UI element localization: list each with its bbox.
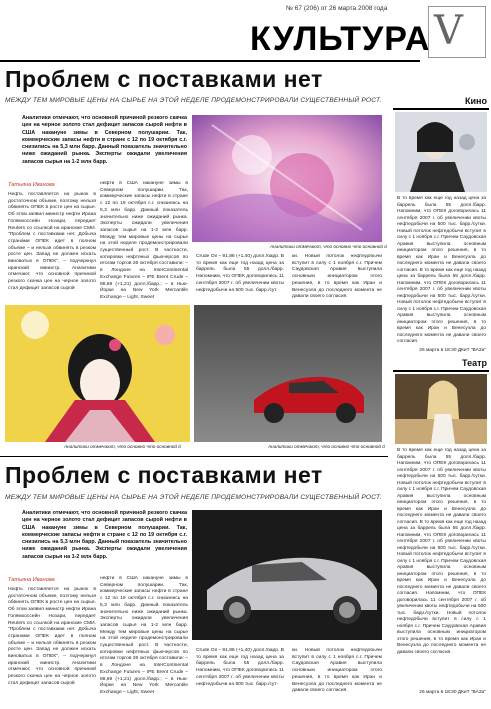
abstract-caption: Аналитики отмечают, что основно что основной й xyxy=(270,244,387,249)
article1-title: Проблем с поставками нет xyxy=(5,66,323,92)
article2-column-4: ки. Новый потолок нефтедобычи вступит в силу с 1 ноября с.г. Причем Саудовская Аравия выступила основным инициатором этого решения, в то время как Иран и Венесуэла до последнего момента не давали своего согласия. xyxy=(292,648,382,694)
geisha-caption: Аналитики отмечают, что основно что основной й xyxy=(64,444,181,449)
kino-image xyxy=(395,112,487,192)
teatr-label: Театр xyxy=(462,358,487,368)
section-title: КУЛЬТУРА xyxy=(250,20,431,58)
teatr-rule xyxy=(393,370,489,372)
section-logo-letter: V xyxy=(434,8,463,54)
article1-column-1: Нефть поставляется на рынок в достаточном объеме, поэтому нельзя обвинять ОПЕК в росте цен на сырье. Об этом заявил министр нефти Ирана Голямхоссейн Нозари, передает Reuters со ссылкой на иранские СМИ. "Проблем с поставками нет. Добыча странами ОПЕК идет в полном объеме – и нельзя обвинять в резком росте цен. Запад не должен искать виноватых в ОПЕК", – подчеркнул иранский министр. Аналитики отмечают, что основной причиной резкого скачка цен на черное золото стал дефицит запасов сырой xyxy=(8,192,96,291)
article1-column-3: Crude Oil – 91,86 (+1,40) долл./барр. В то время как еще год назад цена за баррель была 55 долл./барр. Напомним, что ОПЕК договорились 11 сентября 2007 г. об увеличении квоты нефтедобычи на 500 тыс. барр./сут. xyxy=(196,254,284,293)
article1-column-4: ки. Новый потолок нефтедобычи вступит в силу с 1 ноября с.г. Причем Саудовская Аравия выступила основным инициатором этого решения, в то время как Иран и Венесуэла до последнего момента не давали своего согласия. xyxy=(292,254,382,300)
article2-column-1: Нефть поставляется на рынок в достаточном объеме, поэтому нельзя обвинять ОПЕК в росте цен на сырье. Об этом заявил министр нефти Ирана Голямхоссейн Нозари, передает Reuters со ссылкой на иранские СМИ. "Проблем с поставками нет. Добыча странами ОПЕК идет в полном объеме – и нельзя обвинять в резком росте цен. Запад не должен искать виноватых в ОПЕК", – подчеркнул иранский министр. Аналитики отмечают, что основной причиной резкого скачка цен на черное золото стал дефицит запасов сырой xyxy=(8,587,96,686)
geisha-image xyxy=(5,305,190,442)
red-car-caption: Аналитики отмечают, что основно что основной й xyxy=(268,444,385,449)
abstract-image xyxy=(192,115,382,242)
silver-car-photo xyxy=(192,510,382,640)
article1-subtitle: МЕЖДУ ТЕМ МИРОВЫЕ ЦЕНЫ НА СЫРЬЕ НА ЭТОЙ НЕДЕЛЕ ПРОДЕМОНСТРИРОВАЛИ СУЩЕСТВЕННЫЙ РОСТ. xyxy=(5,97,382,104)
teatr-photo xyxy=(395,374,487,444)
teatr-image xyxy=(395,374,487,444)
article2-author: Татьяна Иванова xyxy=(8,577,55,583)
article2-title: Проблем с поставками нет xyxy=(5,462,323,488)
silver-car-image xyxy=(192,510,382,640)
article2-subtitle: МЕЖДУ ТЕМ МИРОВЫЕ ЦЕНЫ НА СЫРЬЕ НА ЭТОЙ НЕДЕЛЕ ПРОДЕМОНСТРИРОВАЛИ СУЩЕСТВЕННЫЙ РОСТ. xyxy=(5,494,382,501)
article1-lead: Аналитики отмечают, что основной причиной резкого скачка цен на черное золото стал дефицит запасов сырой нефти в США накануне зимы в Северном полушарии. Так, коммерческие запасы нефти в стране с 12 по 19 октября с.г. снизились на 5,3 млн барр. Данный показатель значительно ниже ожиданий рынка. Эксперты ожидали увеличения запасов сырья на 1-2 млн барр. xyxy=(22,115,187,165)
red-car-photo xyxy=(194,305,382,442)
kino-rule xyxy=(393,108,489,110)
geisha-photo xyxy=(5,305,190,442)
header-rule xyxy=(0,60,420,62)
teatr-text: В то время как еще год назад цена за баррель была 55 долл./барр. Напомним, что ОПЕК договорилась 11 сентября 2007 г. об увеличении квоты нефтедобычи на 500 тыс. барр./сутки. Новый потолок нефтедобычи вступит в силу с 1 ноября с.г. Причем Саудовская Аравия выступила основным инициатором этого решения, в то время как Иран и Венесуэла до последнего момента не давали своего согласия. В то время как еще год назад цена за баррель была 55 долл./барр. Напомним, что ОПЕК договорилась 11 сентября 2007 г. об увеличении квоты нефтедобычи на 500 тыс. барр./сутки. Новый потолок нефтедобычи вступит в силу с 1 ноября с.г. Причем Саудовская Аравия выступила основным инициатором этого решения, в то время как Иран и Венесуэла до последнего момента не давали своего согласия. Напомним, что ОПЕК договорилась 11 сентября 2007 г. об увеличении квоты нефтедобычи на 500 тыс. барр./сутки. Новый потолок нефтедобычи вступит в силу с 1 ноября с.г. Причем Саудовская Аравия выступила основным инициатором этого решения, в то время как Иран и Венесуэла до последнего момента не давали своего согласия. xyxy=(397,448,486,655)
section-header xyxy=(250,18,431,60)
article-divider xyxy=(0,456,388,457)
article1-author: Татьяна Иванова xyxy=(8,182,55,188)
article1-column-2: нефти в США накануне зимы в Северном полушарии. Так, коммерческие запасы нефти в стране с 12 по 19 октября с.г. снизились на 5,3 млн барр. Данный показатель значительно ниже ожиданий рынка. Эксперты ожидали увеличения запасов сырья на 1-2 млн барр. Между тем мировые цены на сырье на этой неделе продемонстрировали существенный рост. В частности, котировки нефтяных фьючерсов по итогам торгов 26 октября составили: – в Лондоне на InterContinental Exchange Futures – IPE Brent Crude – 88,69 (+1,21) долл./барр.; – в Нью-Йорке на New York Mercantile Exchange – Light, Sweet xyxy=(100,181,188,300)
kino-text: В то время как еще год назад цена за баррель была 55 долл./барр. Напомним, что ОПЕК договорилась 11 сентября 2007 г. об увеличении квоты нефтедобычи на 500 тыс. барр./сутки. Новый потолок нефтедобычи вступит в силу с 1 ноября с.г. Причем Саудовская Аравия выступила основным инициатором этого решения, в то время как Иран и Венесуэла до последнего момента не давали своего согласия. В то время как еще год назад цена за баррель была 55 долл./барр. Напомним, что ОПЕК договорилась 11 сентября 2007 г. об увеличении квоты нефтедобычи на 500 тыс. барр./сутки. Новый потолок нефтедобычи вступит в силу с 1 ноября с.г. Причем Саудовская Аравия выступила основным инициатором этого решения, в то время как Иран и Венесуэла до последнего момента не давали своего согласия. xyxy=(397,196,486,344)
kino-photo xyxy=(395,112,487,192)
article2-lead: Аналитики отмечают, что основной причиной резкого скачка цен на черное золото стал дефицит запасов сырой нефти в США накануне зимы в Северном полушарии. Так, коммерческие запасы нефти в стране с 12 по 19 октября с.г. снизились на 5,3 млн барр. Данный показатель значительно ниже ожиданий рынка. Эксперты ожидали увеличения запасов сырья на 1-2 млн барр. xyxy=(22,510,187,560)
article2-column-2: нефти в США накануне зимы в Северном полушарии. Так, коммерческие запасы нефти в стране с 12 по 19 октября с.г. снизились на 5,3 млн барр. Данный показатель значительно ниже ожиданий рынка. Эксперты ожидали увеличения запасов сырья на 1-2 млн барр. Между тем мировые цены на сырье на этой неделе продемонстрировали существенный рост. В частности, котировки нефтяных фьючерсов по итогам торгов 26 октября составили: – в Лондоне на InterContinental Exchange Futures – IPE Brent Crude – 88,69 (+1,21) долл./барр.; – в Нью-Йорке на New York Mercantile Exchange – Light, Sweet xyxy=(100,576,188,695)
red-car-image xyxy=(194,305,382,442)
kino-date: 26 марта в 18:30 ДКиТ "ВАЗа" xyxy=(419,348,486,353)
abstract-photo xyxy=(192,115,382,242)
issue-info: № 67 (206) от 26 марта 2008 года xyxy=(286,5,388,12)
kino-label: Кино xyxy=(465,96,487,106)
article2-column-3: Crude Oil – 91,86 (+1,40) долл./барр. В то время как еще год назад цена за баррель была 55 долл./барр. Напомним, что ОПЕК договорились 11 сентября 2007 г. об увеличении квоты нефтедобычи на 500 тыс. барр./сут- xyxy=(196,648,284,687)
teatr-date: 26 марта в 18:30 ДКиТ "ВАЗа" xyxy=(419,690,486,695)
